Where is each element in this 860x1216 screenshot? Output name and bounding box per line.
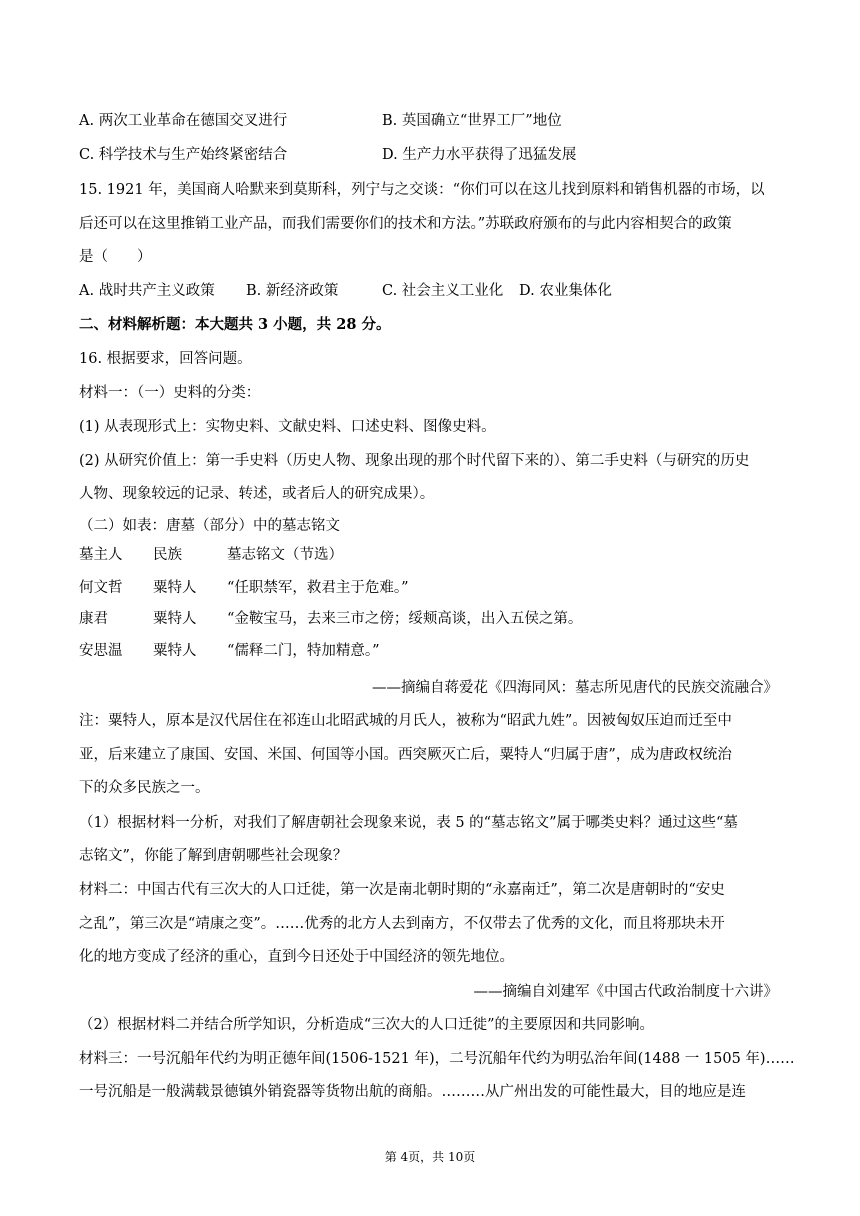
material-2-source: ——摘编自刘建军《中国古代政治制度十六讲》	[473, 984, 778, 1000]
material-3-line-2: 一号沉船是一般满载景德镇外销瓷器等货物出航的商船。………从广州出发的可能性最大，目的地应是连	[79, 1084, 746, 1100]
table-cell: 何文哲	[79, 580, 123, 596]
table-cell: 康君	[79, 611, 108, 627]
q15-text-line-3: 是（ ）	[79, 249, 152, 265]
table-cell: “儒释二门，特加精意。”	[227, 643, 380, 659]
table-cell: 粟特人	[153, 611, 197, 627]
material-2-line-3: 化的地方变成了经济的重心，直到今日还处于中国经济的领先地位。	[79, 949, 514, 965]
question-2: （2）根据材料二并结合所学知识，分析造成“三次大的人口迁徙”的主要原因和共同影响。	[79, 1017, 655, 1033]
material-1-para-1: (1) 从表现形式上：实物史料、文献史料、口述史料、图像史料。	[79, 419, 496, 435]
table-cell: 粟特人	[153, 580, 197, 596]
material-3-line-1: 材料三：一号沉船年代约为明正德年间(1506-1521 年)，二号沉船年代约为明弘治年间(1488 一 1505 年)……	[79, 1051, 795, 1067]
q15-text-line-2: 后还可以在这里推销工业产品，而我们需要你们的技术和方法。”苏联政府颁布的与此内容相契合的政策	[79, 216, 732, 232]
material-1-para-2-line-1: (2) 从研究价值上：第一手史料（历史人物、现象出现的那个时代留下来的）、第二手史料（与研究的历史	[79, 453, 750, 469]
q16-intro: 16. 根据要求，回答问题。	[79, 351, 252, 367]
question-1-line-1: （1）根据材料一分析，对我们了解唐朝社会现象来说，表 5 的“墓志铭文”属于哪类史料？通过这些“墓	[79, 815, 738, 831]
option-d: D. 生产力水平获得了迅猛发展	[382, 147, 577, 163]
note-line-3: 下的众多民族之一。	[79, 780, 210, 796]
section-title: 二、材料解析题：本大题共 3 小题，共 28 分。	[79, 316, 391, 333]
table-header-cell: 民族	[153, 547, 182, 563]
q15-text-line-1: 15. 1921 年，美国商人哈默来到莫斯科，列宁与之交谈：“你们可以在这儿找到原料和销售机器的市场，以	[79, 182, 765, 198]
table-cell: “任职禁军，救君主于危难。”	[227, 580, 409, 596]
option-a: A. 两次工业革命在德国交叉进行	[79, 113, 288, 129]
table-cell: 安思温	[79, 643, 123, 659]
note-line-2: 亚，后来建立了康国、安国、米国、何国等小国。西突厥灭亡后，粟特人“归属于唐”，成为唐政权统治	[79, 747, 732, 763]
table-header-cell: 墓志铭文（节选）	[227, 547, 343, 563]
option-b: B. 英国确立“世界工厂”地位	[382, 113, 562, 129]
option-d: D. 农业集体化	[519, 283, 612, 299]
note-line-1: 注：粟特人，原本是汉代居住在祁连山北昭武城的月氏人，被称为“昭武九姓”。因被匈奴压迫而迁至中	[79, 713, 732, 729]
material-2-line-1: 材料二：中国古代有三次大的人口迁徙，第一次是南北朝时期的“永嘉南迁”，第二次是唐朝时的“安史	[79, 882, 725, 898]
option-c: C. 科学技术与生产始终紧密结合	[79, 147, 288, 163]
page-footer: 第 4页，共 10页	[384, 1150, 476, 1164]
table-cell: 粟特人	[153, 643, 197, 659]
option-b: B. 新经济政策	[246, 283, 339, 299]
table-cell: “金鞍宝马，去来三市之傍；绥颊高谈，出入五侯之第。	[227, 611, 583, 627]
material-2-line-2: 之乱”，第三次是“靖康之变”。……优秀的北方人去到南方，不仅带去了优秀的文化，而且将那块未开	[79, 916, 725, 932]
question-1-line-2: 志铭文”，你能了解到唐朝哪些社会现象？	[79, 848, 348, 864]
table-header-cell: 墓主人	[79, 547, 123, 563]
table-title: （二）如表：唐墓（部分）中的墓志铭文	[79, 518, 340, 534]
option-c: C. 社会主义工业化	[382, 283, 504, 299]
material-1-para-2-line-2: 人物、现象较远的记录、转述，或者后人的研究成果）。	[79, 486, 435, 502]
option-a: A. 战时共产主义政策	[79, 283, 215, 299]
material-1-title: 材料一：（一）史料的分类：	[79, 385, 261, 401]
material-1-source: ——摘编自蒋爱花《四海同风：墓志所见唐代的民族交流融合》	[372, 680, 778, 696]
